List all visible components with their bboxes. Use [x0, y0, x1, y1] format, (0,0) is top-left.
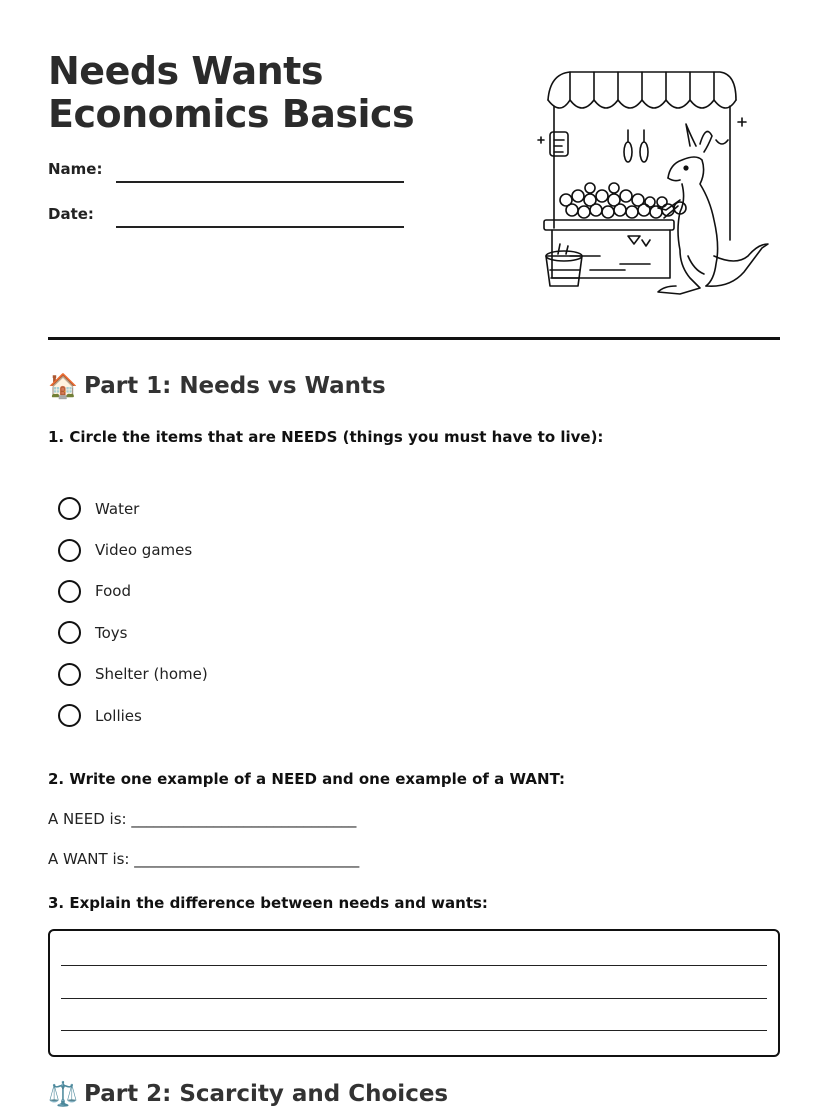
circle-option-icon[interactable] [58, 539, 81, 562]
market-stall-kangaroo-illustration [530, 60, 780, 310]
question-3-prompt: 3. Explain the difference between needs and wants: [48, 894, 488, 912]
want-answer-line[interactable]: A WANT is: ______________________________ [48, 850, 360, 868]
date-label: Date: [48, 205, 94, 223]
part1-heading-text: Part 1: Needs vs Wants [84, 373, 386, 399]
option-label: Video games [95, 541, 193, 560]
option-label: Food [95, 582, 131, 601]
explanation-answer-box[interactable] [48, 929, 780, 1057]
writing-line [61, 998, 767, 999]
worksheet-title: Needs Wants Economics Basics [48, 49, 415, 136]
needs-options-list [58, 488, 208, 736]
option-label: Toys [95, 623, 128, 642]
option-water[interactable] [58, 488, 208, 529]
date-field[interactable] [116, 226, 404, 228]
need-answer-line[interactable]: A NEED is: ______________________________ [48, 810, 357, 828]
option-food[interactable] [58, 571, 208, 612]
question-2-prompt: 2. Write one example of a NEED and one example of a WANT: [48, 770, 565, 788]
circle-option-icon[interactable] [58, 580, 81, 603]
circle-option-icon[interactable] [58, 497, 81, 520]
option-label: Lollies [95, 706, 142, 725]
writing-line [61, 1030, 767, 1031]
part2-heading [48, 1080, 448, 1108]
option-video-games[interactable] [58, 529, 208, 570]
name-label: Name: [48, 160, 103, 178]
part1-heading [48, 372, 386, 400]
writing-line [61, 965, 767, 966]
balance-scale-icon: ⚖️ [48, 1080, 78, 1108]
option-lollies[interactable] [58, 695, 208, 736]
option-label: Water [95, 499, 140, 518]
option-shelter[interactable] [58, 654, 208, 695]
question-1-prompt: 1. Circle the items that are NEEDS (things you must have to live): [48, 428, 604, 446]
part2-heading-text: Part 2: Scarcity and Choices [84, 1081, 449, 1107]
name-field[interactable] [116, 181, 404, 183]
option-toys[interactable] [58, 612, 208, 653]
header-divider [48, 337, 780, 340]
circle-option-icon[interactable] [58, 621, 81, 644]
circle-option-icon[interactable] [58, 663, 81, 686]
house-icon: 🏠 [48, 372, 78, 400]
circle-option-icon[interactable] [58, 704, 81, 727]
option-label: Shelter (home) [95, 665, 208, 684]
